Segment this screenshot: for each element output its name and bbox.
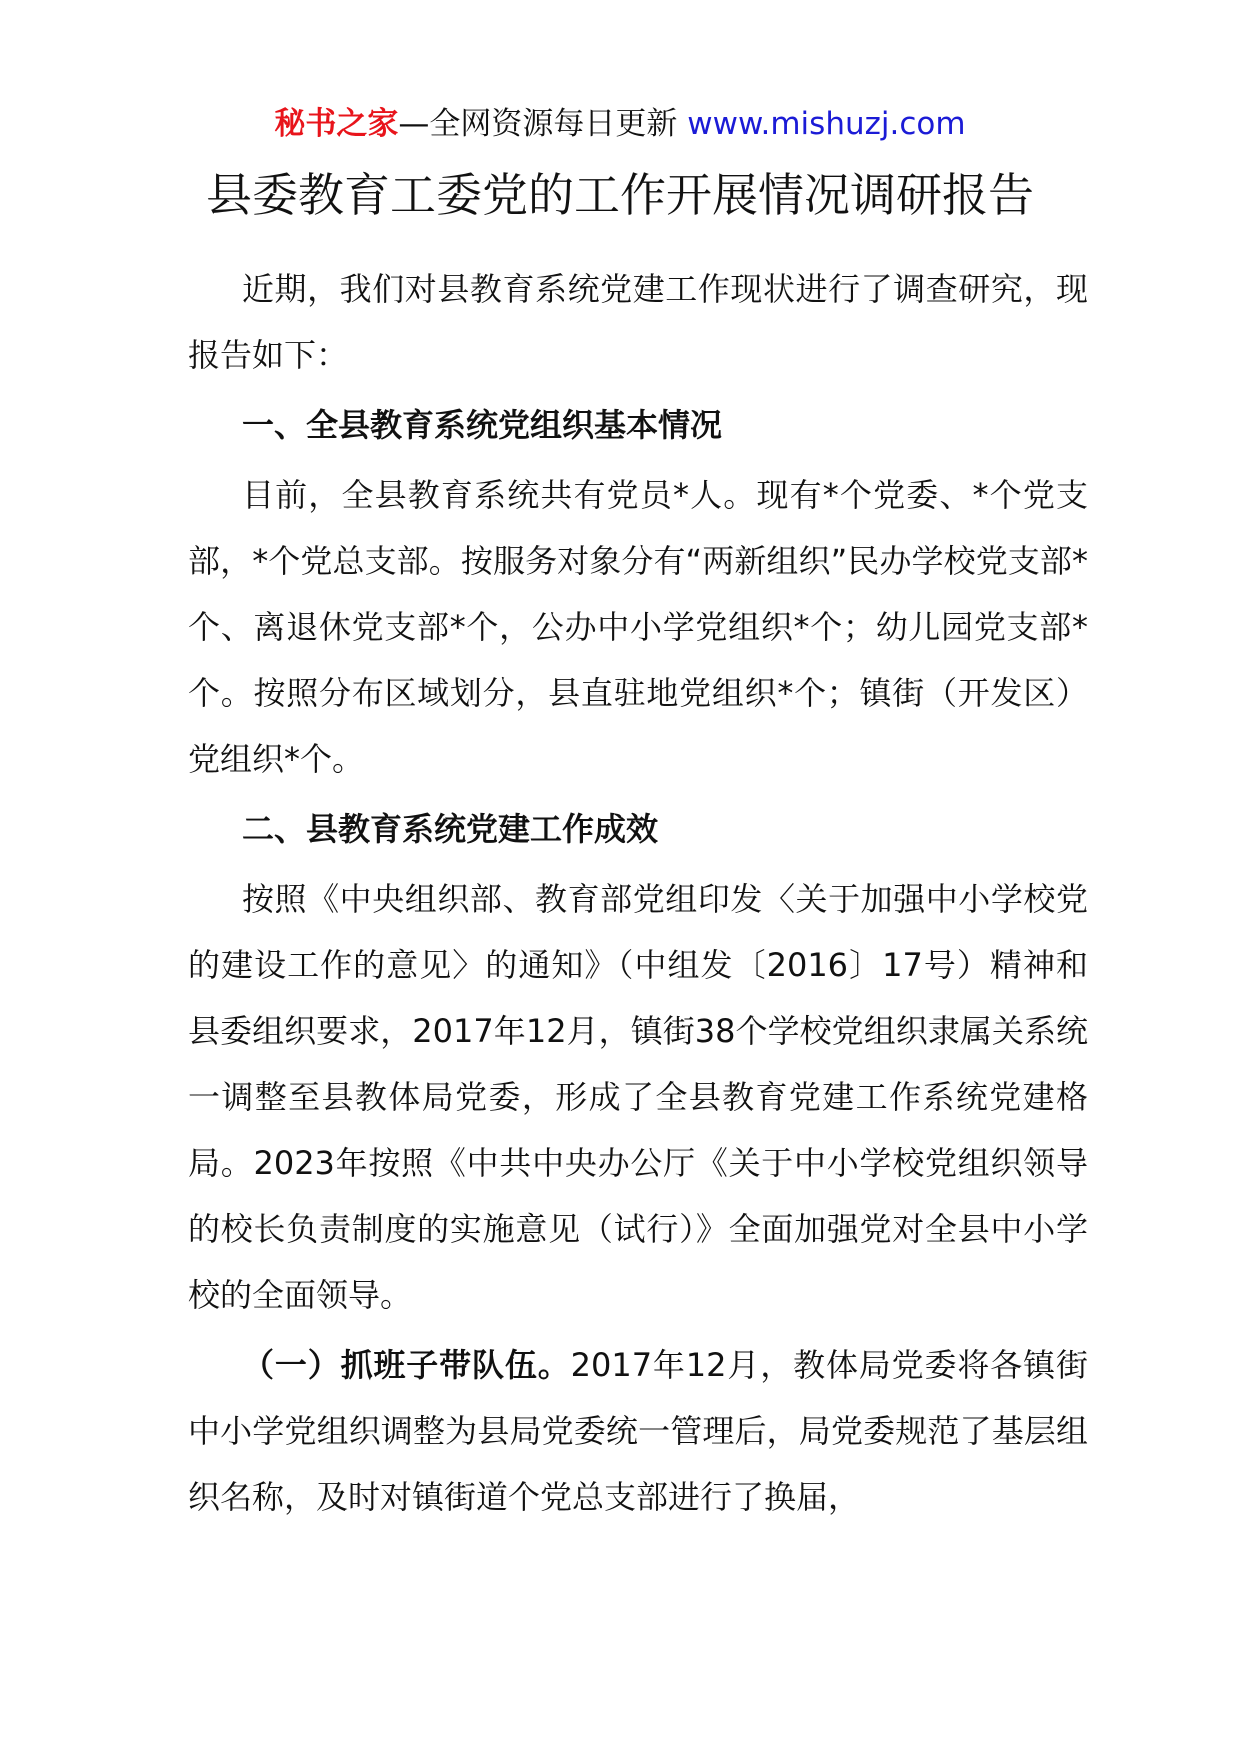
site-url-link[interactable]: www.mishuzj.com <box>687 106 966 142</box>
site-slogan: —全网资源每日更新 <box>398 106 678 142</box>
site-brand: 秘书之家 <box>274 106 399 142</box>
subsection-1-body: 2017年12月，教体局党委将各镇街中小学党组织调整为县局党委统一管理后，局党委规范了基层组织名称，及时对镇街道个党总支部进行了换届， <box>188 1346 1088 1516</box>
subsection-1-paragraph <box>188 1332 1088 1530</box>
document-title: 县委教育工委党的工作开展情况调研报告 <box>206 168 1034 222</box>
section-1-paragraph: 目前，全县教育系统共有党员*人。现有*个党委、*个党支部，*个党总支部。按服务对象分有“两新组织”民办学校党支部*个、离退休党支部*个，公办中小学党组织*个；幼儿园党支部*个。按照分布区域划分，县直驻地党组织*个；镇街（开发区）党组织*个。 <box>188 476 1088 778</box>
section-2-paragraph: 按照《中央组织部、教育部党组印发〈关于加强中小学校党的建设工作的意见〉的通知》（中组发〔2016〕17号）精神和县委组织要求，2017年12月，镇街38个学校党组织隶属关系统一调整至县教体局党委，形成了全县教育党建工作系统党建格局。2023年按照《中共中央办公厅《关于中小学校党组织领导的校长负责制度的实施意见（试行）》全面加强党对全县中小学校的全面领导。 <box>188 880 1088 1314</box>
subsection-1-heading: （一）抓班子带队伍。 <box>242 1346 571 1384</box>
document-body <box>188 256 1088 1530</box>
section-2-heading: 二、县教育系统党建工作成效 <box>242 810 659 848</box>
section-1-heading: 一、全县教育系统党组织基本情况 <box>242 406 723 444</box>
intro-paragraph: 近期，我们对县教育系统党建工作现状进行了调查研究，现报告如下： <box>188 270 1088 374</box>
site-header <box>0 100 1240 148</box>
